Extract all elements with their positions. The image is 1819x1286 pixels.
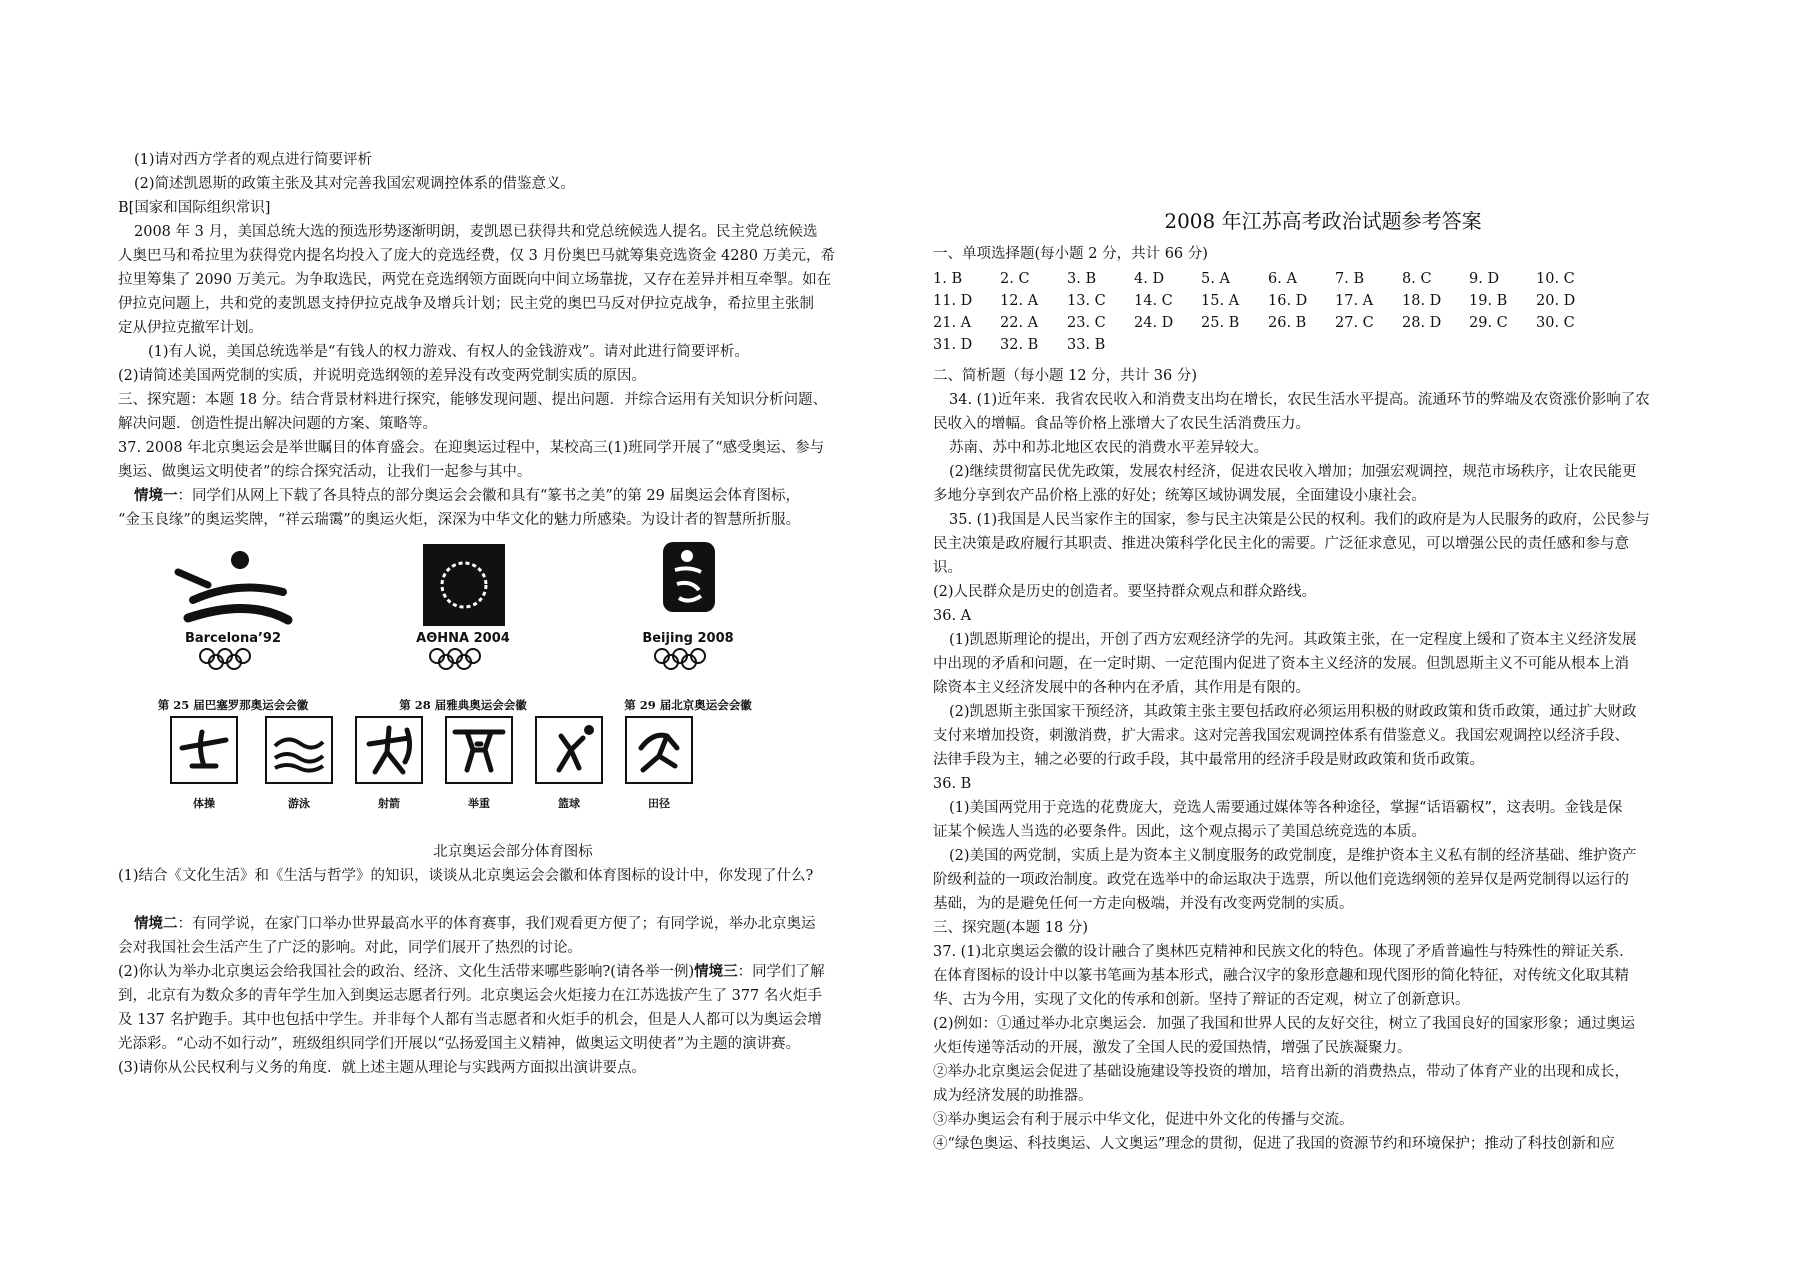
text-line: (2)例如：①通过举办北京奥运会．加强了我国和世界人民的友好交往，树立了我国良好的国家形象；通过奥运	[933, 1016, 1636, 1032]
emblem-caption: 第 28 届雅典奥运会会徽	[399, 698, 527, 712]
answer-cell: 9. D	[1469, 271, 1500, 287]
scenario-2-line-1	[118, 912, 908, 936]
text-line: 识。	[933, 560, 962, 576]
answer-36a	[933, 628, 1733, 772]
text-line: (2)人民群众是历史的创造者。要坚持群众观点和群众路线。	[933, 584, 1317, 600]
olympic-rings-icon	[423, 648, 503, 670]
swimming-icon	[265, 716, 333, 784]
section-1-heading: 一、单项选择题(每小题 2 分，共计 66 分)	[933, 246, 1208, 262]
intro-lines	[118, 148, 908, 220]
question-37-2	[118, 960, 908, 984]
answer-cell: 29. C	[1469, 315, 1508, 331]
answer-cell: 12. A	[1000, 293, 1039, 309]
text-line: 解决问题．创造性提出解决问题的方案、策略等。	[118, 416, 437, 432]
answer-cell: 16. D	[1268, 293, 1308, 309]
emblem-beijing	[593, 540, 783, 714]
text-line: 及 137 名护跑手。其中也包括中学生。并非每个人都有当志愿者和火炬手的机会，但是人人都可以为奥运会增	[118, 1012, 822, 1028]
answer-cell: 28. D	[1402, 315, 1442, 331]
answer-row	[933, 312, 1603, 334]
answer-key-title: 2008 年江苏高考政治试题参考答案	[1164, 209, 1482, 233]
text-line: 在体育图标的设计中以篆书笔画为基本形式，融合汉字的象形意趣和现代图形的简化特征，对传统文化取其精	[933, 968, 1629, 984]
text-line: 多地分享到农产品价格上涨的好处；统筹区域协调发展，全面建设小康社会。	[933, 488, 1426, 504]
answer-row	[933, 290, 1603, 312]
answer-cell: 21. A	[933, 315, 972, 331]
archery-icon	[355, 716, 423, 784]
answer-cell: 4. D	[1134, 271, 1165, 287]
pictogram-athletics	[623, 716, 695, 812]
question-37-2-text: (2)你认为举办北京奥运会给我国社会的政治、经济、文化生活带来哪些影响?(请各举一例)	[118, 964, 695, 980]
text-line: 定从伊拉克撤军计划。	[118, 320, 263, 336]
answer-cell: 32. B	[1000, 337, 1039, 353]
spacer	[118, 888, 908, 912]
question-37-1: (1)结合《文化生活》和《生活与哲学》的知识，谈谈从北京奥运会会徽和体育图标的设计中，你发现了什么?	[118, 868, 814, 884]
scenario-2-text: ：有同学说，在家门口举办世界最高水平的体育赛事，我们观看更方便了；有同学说，举办北京奥运	[177, 916, 816, 932]
exam-questions-column	[118, 148, 908, 1080]
text-line: 华、古为今用，实现了文化的传承和创新。坚持了辩证的否定观，树立了创新意识。	[933, 992, 1470, 1008]
text-line: 伊拉克问题上，共和党的麦凯恩支持伊拉克战争及增兵计划；民主党的奥巴马反对伊拉克战争，希拉里主张制	[118, 296, 814, 312]
athens-emblem-icon	[368, 540, 558, 630]
answer-cell: 30. C	[1536, 315, 1575, 331]
answer-cell: 20. D	[1536, 293, 1576, 309]
answer-cell: 33. B	[1067, 337, 1106, 353]
scenario-2-line-2: 会对我国社会生活产生了广泛的影响。对此，同学们展开了热烈的讨论。	[118, 940, 582, 956]
scenario-1-text: ：同学们从网上下载了各具特点的部分奥运会会徽和具有“篆书之美”的第 29 届奥运会体育图标，	[177, 488, 800, 504]
answer-key-column	[933, 206, 1733, 1156]
answer-cell: 14. C	[1134, 293, 1173, 309]
olympic-emblems	[118, 540, 908, 710]
emblem-brand: Beijing 2008	[642, 631, 734, 646]
text-line: ②举办北京奥运会促进了基础设施建设等投资的增加，培育出新的消费热点，带动了体育产业的出现和成长，	[933, 1064, 1629, 1080]
answer-cell: 1. B	[933, 271, 963, 287]
text-line: 法律手段为主，辅之必要的行政手段，其中最常用的经济手段是财政政策和货币政策。	[933, 752, 1484, 768]
answer-row	[933, 334, 1603, 356]
answer-cell: 7. B	[1335, 271, 1365, 287]
scenario-3-text-block	[118, 984, 908, 1056]
text-line: (2)美国的两党制，实质上是为资本主义制度服务的政党制度，是维护资本主义私有制的经济基础、维护资产	[949, 848, 1637, 864]
text-line: 奥运、做奥运文明使者”的综合探究活动，让我们一起参与其中。	[118, 464, 532, 480]
question-37-intro	[118, 436, 908, 484]
answer-cell: 2. C	[1000, 271, 1030, 287]
sport-pictograms	[118, 716, 908, 826]
text-line: 2008 年 3 月，美国总统大选的预选形势逐渐明朗，麦凯恩已获得共和党总统候选人提名。民主党总统候选	[134, 224, 818, 240]
text-line: (1)请对西方学者的观点进行简要评析	[134, 152, 373, 168]
emblem-barcelona	[138, 540, 328, 714]
text-line: (1)凯恩斯理论的提出，开创了西方宏观经济学的先河。其政策主张，在一定程度上缓和了资本主义经济发展	[949, 632, 1637, 648]
answer-cell: 26. B	[1268, 315, 1307, 331]
text-line: 苏南、苏中和苏北地区农民的消费水平差异较大。	[949, 440, 1268, 456]
emblem-brand: Barcelona’92	[184, 631, 282, 646]
answer-row	[933, 268, 1603, 290]
answer-cell: 13. C	[1067, 293, 1106, 309]
pictogram-label: 篮球	[558, 797, 580, 810]
text-line: (2)简述凯恩斯的政策主张及其对完善我国宏观调控体系的借鉴意义。	[134, 176, 576, 192]
question-37-3: (3)请你从公民权利与义务的角度．就上述主题从理论与实践两方面拟出演讲要点。	[118, 1060, 647, 1076]
pictogram-label: 射箭	[378, 797, 400, 810]
text-line: 阶级利益的一项政治制度。政党在选举中的命运取决于选票，所以他们竞选纲领的差异仅是两党制得以运行的	[933, 872, 1629, 888]
text-line: 37. 2008 年北京奥运会是举世瞩目的体育盛会。在迎奥运过程中，某校高三(1)班同学开展了“感受奥运、参与	[118, 440, 825, 456]
scenario-1-label: 情境一	[134, 487, 178, 504]
multiple-choice-answers	[933, 268, 1603, 356]
text-line: (2)继续贯彻富民优先政策，发展农村经济，促进农民收入增加；加强宏观调控，规范市场秩序，让农民能更	[949, 464, 1637, 480]
text-line: (2)凯恩斯主张国家干预经济，其政策主张主要包括政府必须运用积极的财政政策和货币政策，通过扩大财政	[949, 704, 1637, 720]
text-line: 火炬传递等活动的开展，激发了全国人民的爱国热情，增强了民族凝聚力。	[933, 1040, 1412, 1056]
section-2-heading: 二、简析题（每小题 12 分，共计 36 分)	[933, 368, 1197, 384]
emblem-brand: AΘHNA 2004	[416, 631, 510, 646]
emblem-caption: 第 25 届巴塞罗那奥运会会徽	[157, 698, 309, 712]
section-3-heading: 三、探究题(本题 18 分)	[933, 920, 1088, 936]
pictogram-label: 游泳	[288, 797, 310, 810]
answer-cell: 3. B	[1067, 271, 1097, 287]
answer-35	[933, 508, 1733, 604]
text-line: 除资本主义经济发展中的各种内在矛盾，其作用是有限的。	[933, 680, 1310, 696]
section-b-question-2: (2)请简述美国两党制的实质，并说明竞选纲领的差异没有改变两党制实质的原因。	[118, 368, 647, 384]
scenario-2-label: 情境二	[134, 915, 178, 932]
olympic-rings-icon	[648, 648, 728, 670]
pictogram-label: 田径	[648, 797, 670, 810]
text-line: 三、探究题：本题 18 分。结合背景材料进行探究，能够发现问题、提出问题．并综合运用有关知识分析问题、	[118, 392, 828, 408]
answer-37	[933, 940, 1733, 1156]
text-line: 中出现的矛盾和问题，在一定时期、一定范围内促进了资本主义经济的发展。但凯恩斯主义不可能从根本上消	[933, 656, 1629, 672]
pictogram-basketball	[533, 716, 605, 812]
answer-36a-heading: 36. A	[933, 608, 972, 624]
answer-cell: 23. C	[1067, 315, 1106, 331]
answer-cell: 11. D	[933, 293, 973, 309]
text-line: ④“绿色奥运、科技奥运、人文奥运”理念的贯彻，促进了我国的资源节约和环境保护；推动了科技创新和应	[933, 1136, 1615, 1152]
answer-cell: 17. A	[1335, 293, 1374, 309]
scenario-1-line-1	[118, 484, 908, 508]
answer-34	[933, 388, 1733, 508]
pictogram-label: 体操	[193, 797, 215, 810]
answer-36b-heading: 36. B	[933, 776, 972, 792]
scenario-1-line-2: “金玉良缘”的奥运奖牌，“祥云瑞霭”的奥运火炬，深深为中华文化的魅力所感染。为设计者的智慧所折服。	[118, 512, 801, 528]
figure-caption: 北京奥运会部分体育图标	[433, 844, 593, 860]
pictogram-archery	[353, 716, 425, 812]
answer-cell: 24. D	[1134, 315, 1174, 331]
answer-cell: 25. B	[1201, 315, 1240, 331]
answer-cell: 27. C	[1335, 315, 1374, 331]
answer-cell: 6. A	[1268, 271, 1297, 287]
beijing-emblem-icon	[593, 540, 783, 630]
answer-36b	[933, 796, 1733, 916]
section-3-intro	[118, 388, 908, 436]
pictogram-weightlifting	[443, 716, 515, 812]
text-line: 民收入的增幅。食品等价格上涨增大了农民生活消费压力。	[933, 416, 1310, 432]
answer-cell: 15. A	[1201, 293, 1240, 309]
text-line: 支付来增加投资，刺激消费，扩大需求。这对完善我国宏观调控体系有借鉴意义。我国宏观调控以经济手段、	[933, 728, 1629, 744]
emblem-caption: 第 29 届北京奥运会会徽	[624, 698, 752, 712]
text-line: 光添彩。“心动不如行动”，班级组织同学们开展以“弘扬爱国主义精神，做奥运文明使者”为主题的演讲赛。	[118, 1036, 801, 1052]
text-line: 35. (1)我国是人民当家作主的国家，参与民主决策是公民的权利。我们的政府是为人民服务的政府，公民参与	[949, 512, 1650, 528]
answer-cell: 22. A	[1000, 315, 1039, 331]
text-line: 民主决策是政府履行其职责、推进决策科学化民主化的需要。广泛征求意见，可以增强公民的责任感和参与意	[933, 536, 1629, 552]
text-line: 到，北京有为数众多的青年学生加入到奥运志愿者行列。北京奥运会火炬接力在江苏选拔产生了 377 名火炬手	[118, 988, 822, 1004]
basketball-icon	[535, 716, 603, 784]
answer-cell: 10. C	[1536, 271, 1575, 287]
emblem-athens	[368, 540, 558, 714]
answer-cell: 31. D	[933, 337, 973, 353]
scenario-3-start: ：同学们了解	[737, 964, 825, 980]
text-line: 基础，为的是避免任何一方走向极端，并没有改变两党制的实质。	[933, 896, 1354, 912]
scenario-3-label: 情境三	[694, 963, 738, 980]
section-b-question-1: (1)有人说，美国总统选举是“有钱人的权力游戏、有权人的金钱游戏”。请对此进行简要评析。	[148, 344, 749, 360]
text-line: 拉里筹集了 2090 万美元。为争取选民，两党在竞选纲领方面既向中间立场靠拢，又存在差异并相互牵掣。如在	[118, 272, 832, 288]
answer-cell: 18. D	[1402, 293, 1442, 309]
text-line: ③举办奥运会有利于展示中华文化，促进中外文化的传播与交流。	[933, 1112, 1354, 1128]
barcelona-emblem-icon	[138, 540, 328, 630]
text-line: 成为经济发展的助推器。	[933, 1088, 1093, 1104]
answer-cell: 8. C	[1402, 271, 1432, 287]
text-line: B[国家和国际组织常识]	[118, 200, 271, 216]
text-line: (1)美国两党用于竞选的花费庞大，竞选人需要通过媒体等各种途径，掌握“话语霸权”，这表明。金钱是保	[949, 800, 1623, 816]
athletics-icon	[625, 716, 693, 784]
text-line: 34. (1)近年来．我省农民收入和消费支出均在增长，农民生活水平提高。流通环节的弊端及农资涨价影响了农	[949, 392, 1650, 408]
olympic-rings-icon	[193, 648, 273, 670]
pictogram-label: 举重	[468, 797, 490, 810]
pictogram-swimming	[263, 716, 335, 812]
text-line: 人奥巴马和希拉里为获得党内提名均投入了庞大的竞选经费，仅 3 月份奥巴马就筹集竞选资金 4280 万美元，希	[118, 248, 836, 264]
answer-cell: 19. B	[1469, 293, 1508, 309]
weightlifting-icon	[445, 716, 513, 784]
text-line: 证某个候选人当选的必要条件。因此，这个观点揭示了美国总统竞选的本质。	[933, 824, 1426, 840]
section-b-material	[118, 220, 908, 340]
pictogram-gymnastics	[168, 716, 240, 812]
answer-cell: 5. A	[1201, 271, 1230, 287]
text-line: 37. (1)北京奥运会徽的设计融合了奥林匹克精神和民族文化的特色。体现了矛盾普遍性与特殊性的辩证关系．	[933, 944, 1634, 960]
gymnastics-icon	[170, 716, 238, 784]
